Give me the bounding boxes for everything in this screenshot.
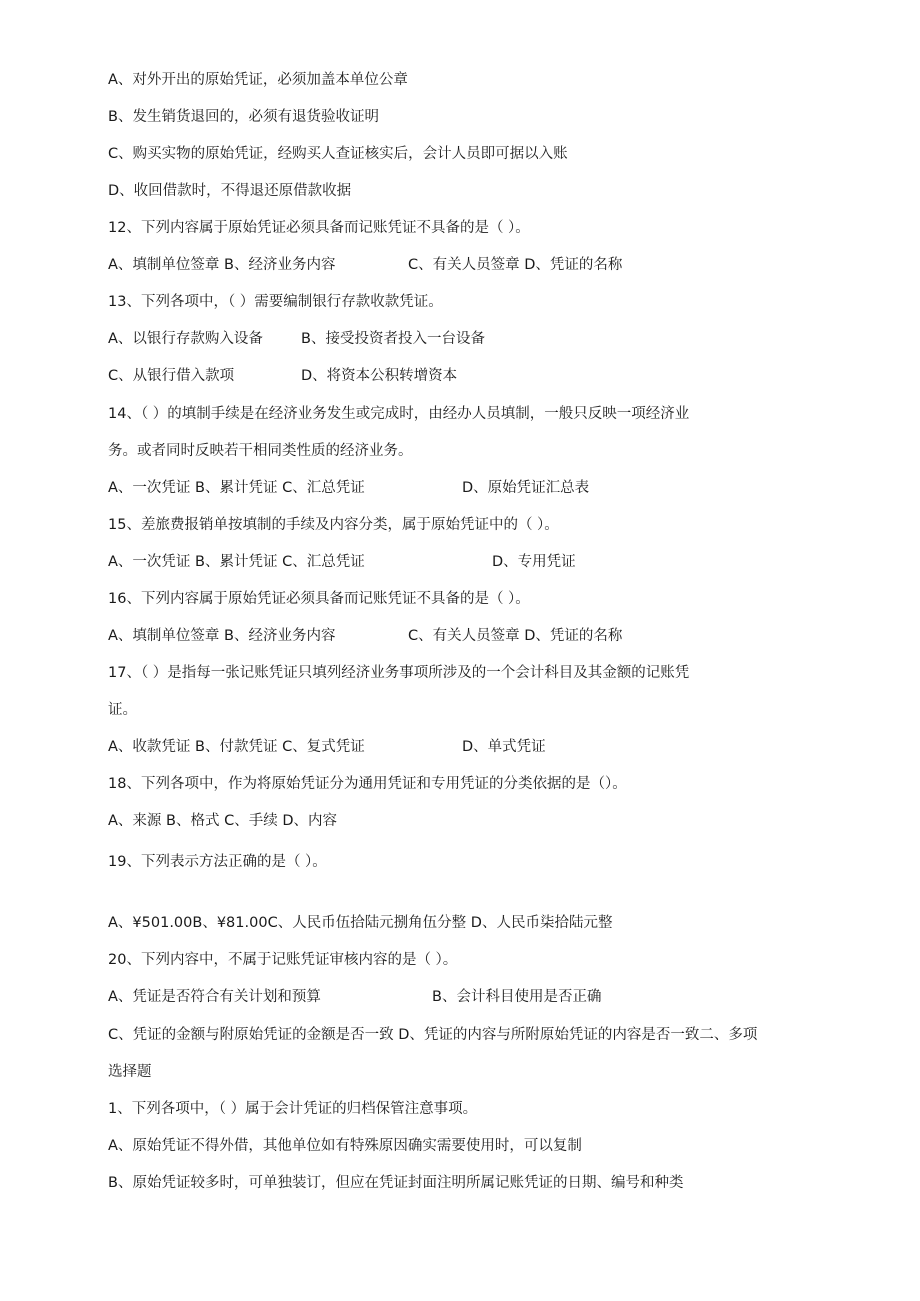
option: B、会计科目使用是否正确 <box>432 989 602 1005</box>
question-13: 13、下列各项中，（ ）需要编制银行存款收款凭证。 <box>108 294 443 310</box>
question-14: 14、（ ）的填制手续是在经济业务发生或完成时，由经办人员填制，一般只反映一项经济业 <box>108 406 690 422</box>
question-19: 19、下列表示方法正确的是（ ）。 <box>108 854 327 870</box>
option-group: A、收款凭证 B、付款凭证 C、复式凭证 <box>108 739 365 755</box>
option-group: C、有关人员签章 D、凭证的名称 <box>408 628 623 644</box>
question-20-options: C、凭证的金额与附原始凭证的金额是否一致 D、凭证的内容与所附原始凭证的内容是否一致二、多项 <box>108 1027 758 1043</box>
option-line: A、对外开出的原始凭证，必须加盖本单位公章 <box>108 72 408 88</box>
multi-question-1: 1、下列各项中，（ ）属于会计凭证的归档保管注意事项。 <box>108 1101 478 1117</box>
option: B、接受投资者投入一台设备 <box>301 331 485 347</box>
option-group: A、填制单位签章 B、经济业务内容 <box>108 257 336 273</box>
multi-question-1-option: A、原始凭证不得外借，其他单位如有特殊原因确实需要使用时，可以复制 <box>108 1138 582 1154</box>
question-18: 18、下列各项中，作为将原始凭证分为通用凭证和专用凭证的分类依据的是（）。 <box>108 776 627 792</box>
option-group: C、有关人员签章 D、凭证的名称 <box>408 257 623 273</box>
question-16: 16、下列内容属于原始凭证必须具备而记账凭证不具备的是（ ）。 <box>108 591 530 607</box>
option: D、原始凭证汇总表 <box>462 480 590 496</box>
option-line: C、购买实物的原始凭证，经购买人查证核实后，会计人员即可据以入账 <box>108 146 568 162</box>
option: C、从银行借入款项 <box>108 368 235 384</box>
question-17: 17、（ ）是指每一张记账凭证只填列经济业务事项所涉及的一个会计科目及其金额的记账凭 <box>108 665 690 681</box>
question-12: 12、下列内容属于原始凭证必须具备而记账凭证不具备的是（ ）。 <box>108 220 530 236</box>
multi-question-1-option: B、原始凭证较多时，可单独装订，但应在凭证封面注明所属记账凭证的日期、编号和种类 <box>108 1175 684 1191</box>
question-18-options: A、来源 B、格式 C、手续 D、内容 <box>108 813 337 829</box>
question-14-cont: 务。或者同时反映若干相同类性质的经济业务。 <box>108 443 413 459</box>
question-17-cont: 证。 <box>108 702 137 718</box>
option: D、将资本公积转增资本 <box>301 368 458 384</box>
option-line: D、收回借款时，不得退还原借款收据 <box>108 183 352 199</box>
option: D、专用凭证 <box>492 554 576 570</box>
question-20: 20、下列内容中，不属于记账凭证审核内容的是（ ）。 <box>108 952 458 968</box>
option: D、单式凭证 <box>462 739 546 755</box>
section-heading: 选择题 <box>108 1064 152 1080</box>
question-19-options: A、¥501.00B、¥81.00C、人民币伍拾陆元捌角伍分整 D、人民币柒拾陆元整 <box>108 915 613 931</box>
option-group: A、一次凭证 B、累计凭证 C、汇总凭证 <box>108 480 365 496</box>
option-group: A、填制单位签章 B、经济业务内容 <box>108 628 336 644</box>
option: A、凭证是否符合有关计划和预算 <box>108 989 321 1005</box>
option-group: A、一次凭证 B、累计凭证 C、汇总凭证 <box>108 554 365 570</box>
option-line: B、发生销货退回的，必须有退货验收证明 <box>108 109 379 125</box>
option: A、以银行存款购入设备 <box>108 331 263 347</box>
question-15: 15、差旅费报销单按填制的手续及内容分类，属于原始凭证中的（ ）。 <box>108 517 559 533</box>
